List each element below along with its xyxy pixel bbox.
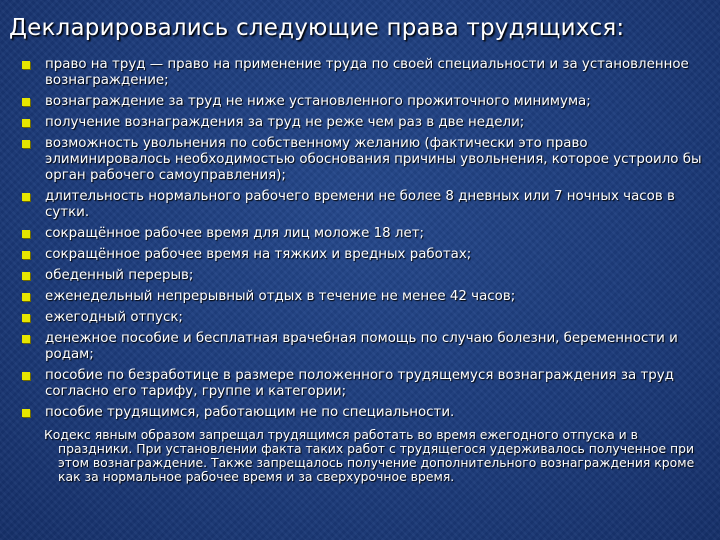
list-item: [22, 57, 712, 89]
square-bullet-icon: [22, 409, 30, 417]
list-item: [22, 289, 712, 305]
list-item: [22, 94, 712, 110]
list-item: [22, 268, 712, 284]
square-bullet-icon: [22, 251, 30, 259]
code-prohibition-note: Кодекс явным образом запрещал трудящимся работать во время ежегодного отпуска и в праздники. При установлении факта таких работ с трудящегося удерживалось полученное при этом вознаграждение. Также запрещалось получение дополнительного вознаграждения кроме как за нормальное рабочее время и за сверхурочное время.: [44, 427, 695, 484]
list-item-text: сокращённое рабочее время для лиц моложе 18 лет;: [45, 226, 425, 241]
square-bullet-icon: [22, 140, 30, 148]
square-bullet-icon: [22, 293, 30, 301]
list-item-text: ежегодный отпуск;: [45, 310, 183, 325]
list-item: [22, 115, 712, 131]
list-item-text: сокращённое рабочее время на тяжких и вредных работах;: [45, 247, 472, 262]
list-item-text: вознаграждение за труд не ниже установленного прожиточного минимума;: [45, 94, 591, 109]
square-bullet-icon: [22, 119, 30, 127]
list-item-text: еженедельный непрерывный отдых в течение не менее 42 часов;: [45, 289, 516, 304]
list-item-text: денежное пособие и бесплатная врачебная помощь по случаю болезни, беременности и родам;: [45, 331, 678, 362]
list-item-text: пособие по безработице в размере положенного трудящемуся вознаграждения за труд согласно его тарифу, группе и категории;: [45, 368, 674, 399]
list-item-text: длительность нормального рабочего времени не более 8 дневных или 7 ночных часов в сутки.: [45, 189, 675, 220]
square-bullet-icon: [22, 193, 30, 201]
list-item: [22, 331, 712, 363]
square-bullet-icon: [22, 314, 30, 322]
list-item-text: пособие трудящимся, работающим не по специальности.: [45, 405, 455, 420]
square-bullet-icon: [22, 230, 30, 238]
square-bullet-icon: [22, 335, 30, 343]
list-item-text: обеденный перерыв;: [45, 268, 194, 283]
list-item: [22, 405, 712, 421]
list-item: [22, 189, 712, 221]
square-bullet-icon: [22, 61, 30, 69]
list-item: [22, 247, 712, 263]
list-item: [22, 368, 712, 400]
list-item-text: получение вознаграждения за труд не реже чем раз в две недели;: [45, 115, 525, 130]
square-bullet-icon: [22, 98, 30, 106]
list-item-text: право на труд — право на применение труда по своей специальности и за установленное вознаграждение;: [45, 57, 689, 88]
list-item: [22, 226, 712, 242]
list-item: [22, 136, 712, 184]
square-bullet-icon: [22, 372, 30, 380]
list-item: [22, 310, 712, 326]
list-item-text: возможность увольнения по собственному желанию (фактически это право элиминировалось необходимостью обоснования причины увольнения, которое устроило бы орган рабочего самоуправления);: [45, 136, 702, 183]
slide-title: Декларировались следующие права трудящихся:: [9, 15, 625, 41]
rights-list: [22, 57, 712, 426]
square-bullet-icon: [22, 272, 30, 280]
